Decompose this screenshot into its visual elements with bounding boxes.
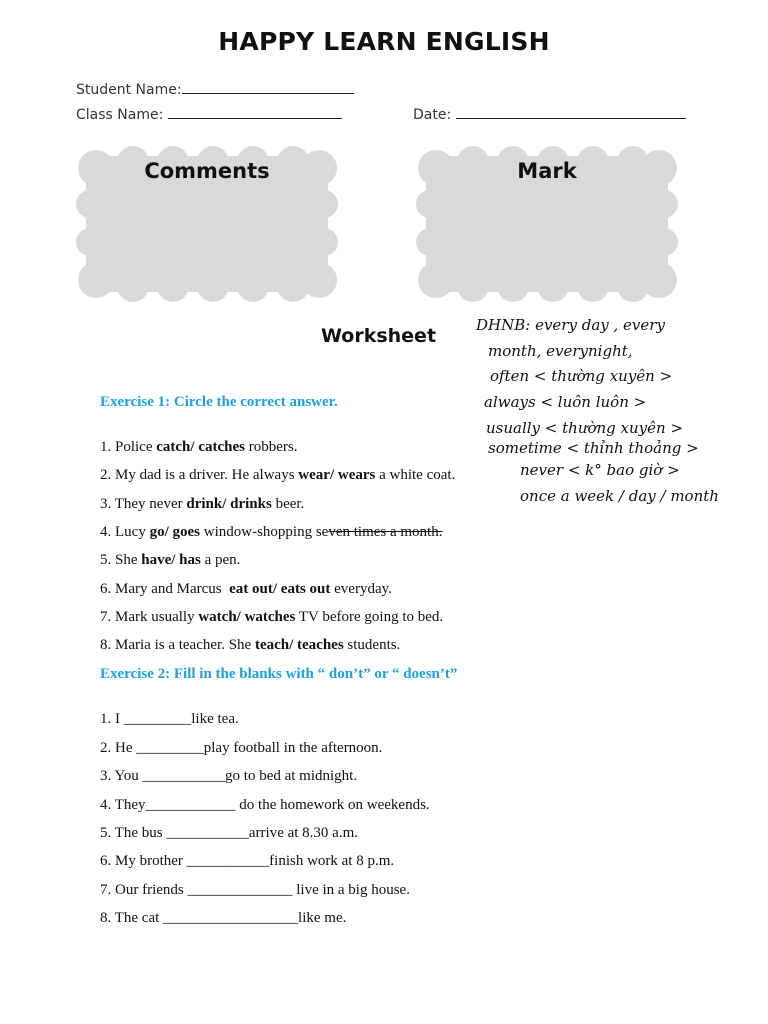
class-name-field[interactable]	[76, 104, 342, 123]
comments-title: Comments	[144, 159, 270, 183]
item-number: 4.	[100, 524, 112, 540]
exercise-2-item[interactable]: 3. You ___________go to bed at midnight.	[100, 768, 358, 784]
handwritten-note-line: never < k° bao giờ >	[520, 461, 680, 479]
struck-text: ven times a month.	[328, 524, 443, 540]
handwritten-notes	[474, 312, 768, 512]
item-text: She	[115, 552, 142, 568]
exercise-2-item[interactable]: 6. My brother ___________finish work at 8 p.m.	[100, 853, 395, 869]
item-text: Maria is a teacher. She	[115, 637, 255, 653]
item-options[interactable]: go/ goes	[149, 524, 200, 540]
exercise-1-title: Exercise 1: Circle the correct answer.	[100, 394, 338, 410]
date-field[interactable]	[413, 104, 686, 123]
exercise-1-item[interactable]	[100, 467, 455, 484]
exercise-2-item[interactable]: 1. I _________like tea.	[100, 711, 239, 727]
exercise-1-item[interactable]	[100, 552, 240, 569]
item-number: 3.	[100, 496, 112, 512]
item-text: students.	[343, 637, 401, 653]
item-text: everyday.	[330, 581, 392, 597]
handwritten-note-line: often < thường xuyên >	[490, 367, 673, 385]
exercise-2-item[interactable]: 4. They____________ do the homework on weekends.	[100, 797, 430, 813]
exercise-1-item[interactable]	[100, 439, 297, 456]
item-text: Mark usually	[115, 609, 199, 625]
exercise-1-item[interactable]	[100, 637, 400, 654]
item-number: 6.	[100, 581, 112, 597]
item-text: They never	[114, 496, 187, 512]
item-number: 7.	[100, 609, 112, 625]
worksheet-title: HAPPY LEARN ENGLISH	[218, 27, 550, 56]
item-text: robbers.	[244, 439, 298, 455]
mark-title: Mark	[517, 159, 577, 183]
item-number: 5.	[100, 552, 112, 568]
item-text: a pen.	[200, 552, 241, 568]
exercise-2-title: Exercise 2: Fill in the blanks with “ don’t” or “ doesn’t”	[100, 666, 458, 682]
exercise-2-item[interactable]: 7. Our friends ______________ live in a big house.	[100, 882, 410, 898]
item-options[interactable]: catch/ catches	[156, 439, 245, 455]
date-label: Date:	[413, 107, 452, 123]
item-text: beer.	[271, 496, 305, 512]
handwritten-note-line: month, everynight,	[488, 342, 633, 360]
item-number: 2.	[100, 467, 112, 483]
comments-box	[76, 146, 338, 302]
exercise-2-item[interactable]: 8. The cat __________________like me.	[100, 910, 347, 926]
item-options[interactable]: eat out/ eats out	[229, 581, 331, 597]
item-options[interactable]: teach/ teaches	[254, 637, 344, 653]
exercise-2-item[interactable]: 2. He _________play football in the afternoon.	[100, 740, 383, 756]
class-name-line	[168, 104, 342, 119]
class-name-label: Class Name:	[76, 107, 164, 123]
handwritten-note-line: DHNB: every day , every	[476, 316, 665, 334]
student-name-field[interactable]	[76, 79, 354, 98]
item-options[interactable]: wear/ wears	[298, 467, 376, 483]
item-options[interactable]: drink/ drinks	[186, 496, 272, 512]
handwritten-note-line: sometime < thỉnh thoảng >	[488, 439, 699, 457]
item-text: a white coat.	[375, 467, 456, 483]
handwritten-note-line: always < luôn luôn >	[484, 393, 647, 411]
exercise-1-item[interactable]	[100, 496, 304, 513]
exercise-1-item[interactable]	[100, 524, 442, 541]
item-text: window-shopping se	[200, 524, 329, 540]
item-options[interactable]: have/ has	[141, 552, 201, 568]
item-text: My dad is a driver. He always	[115, 467, 299, 483]
student-name-line	[182, 79, 354, 94]
item-options[interactable]: watch/ watches	[198, 609, 296, 625]
item-text: Lucy	[115, 524, 150, 540]
item-text: Police	[115, 439, 157, 455]
mark-box	[416, 146, 678, 302]
handwritten-note-line: once a week / day / month	[520, 487, 719, 505]
item-number: 1.	[100, 439, 112, 455]
worksheet-heading: Worksheet	[321, 325, 437, 347]
exercise-1-item[interactable]	[100, 581, 392, 598]
exercise-1-item[interactable]	[100, 609, 443, 626]
exercise-2-item[interactable]: 5. The bus ___________arrive at 8.30 a.m.	[100, 825, 359, 841]
item-text: TV before going to bed.	[295, 609, 444, 625]
student-name-label: Student Name:	[76, 82, 182, 98]
item-number: 8.	[100, 637, 112, 653]
item-text: Mary and Marcus	[115, 581, 230, 597]
handwritten-note-line: usually < thường xuyên >	[486, 419, 684, 437]
date-line	[456, 104, 686, 119]
